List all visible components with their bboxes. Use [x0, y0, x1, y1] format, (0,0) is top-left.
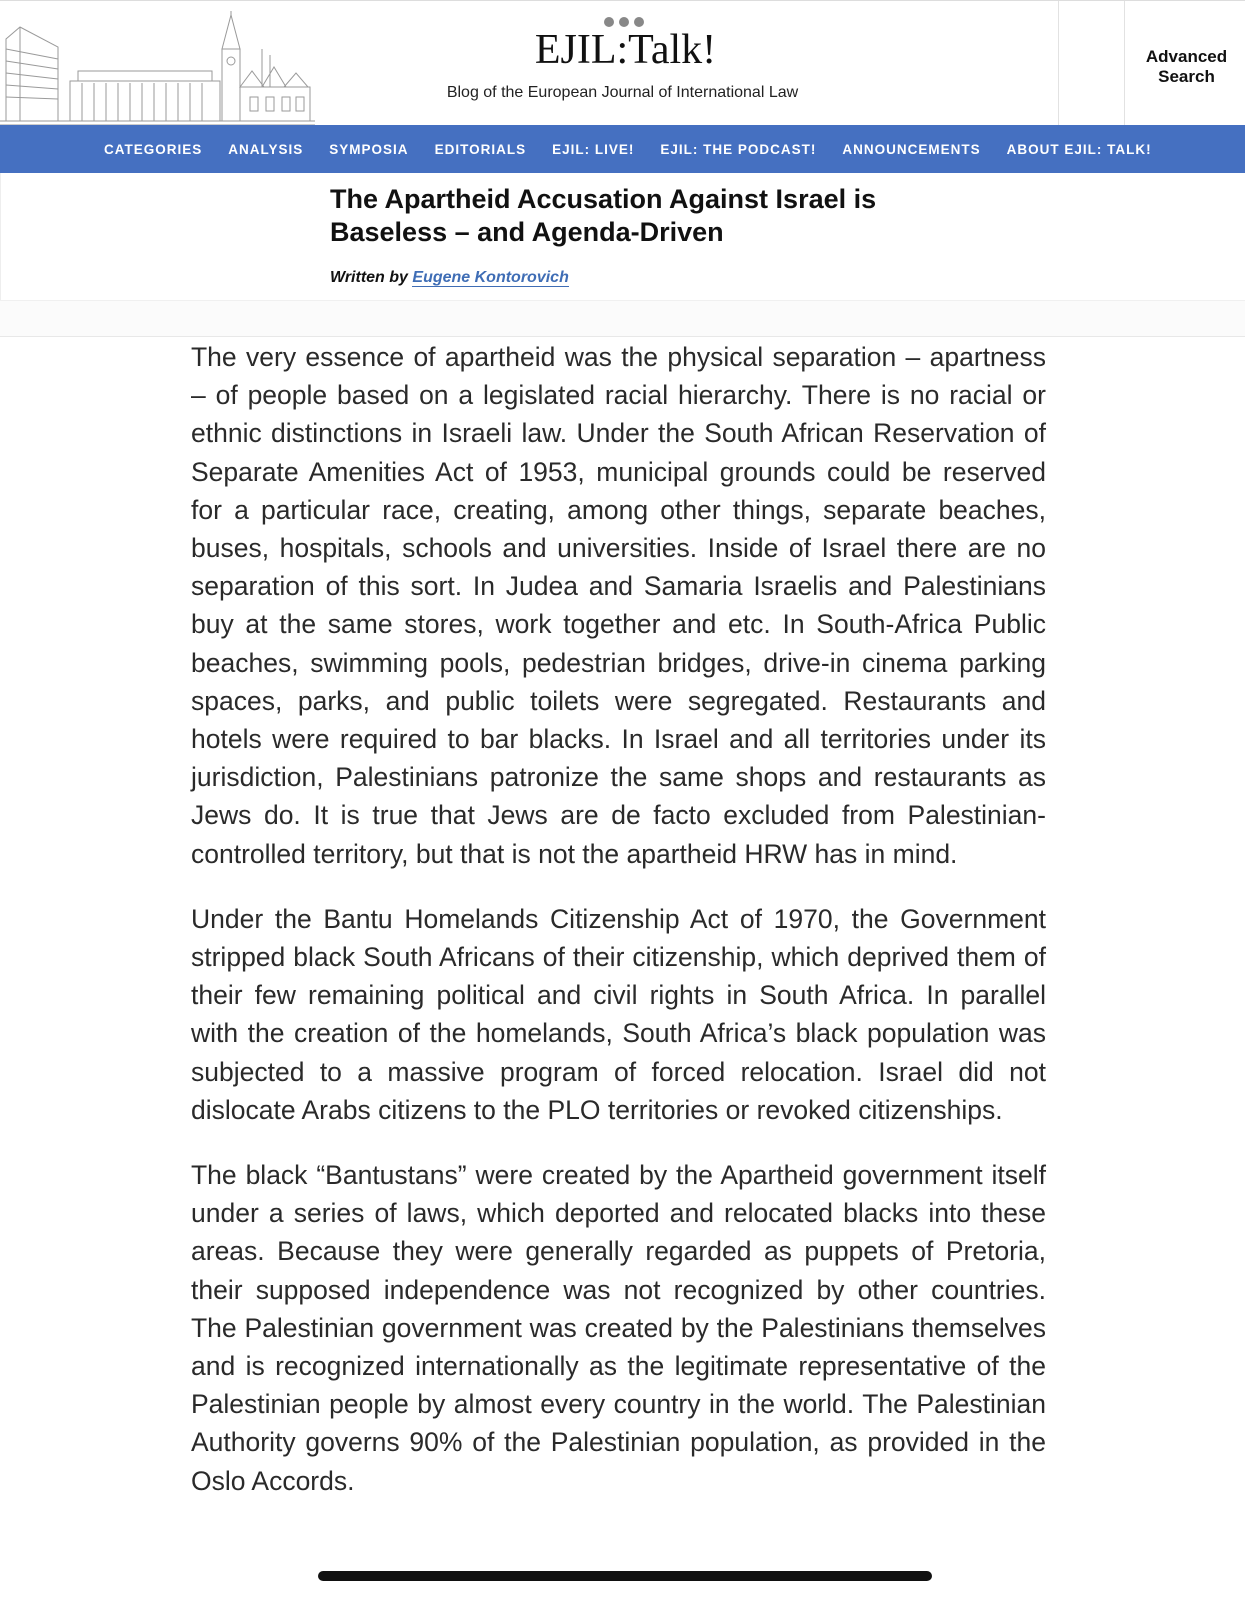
- advanced-search-link[interactable]: [1128, 47, 1245, 87]
- advanced-search-label-line2: Search: [1158, 67, 1215, 86]
- article-paragraph: The very essence of apartheid was the physical separation – apartness – of people based on a legislated racial hierarchy. There is no racial or ethnic distinctions in Israeli law. Under the South African Reservation of Separate Amenities Act of 1953, municipal grounds could be reserved for a particular race, creating, among other things, separate beaches, buses, hospitals, schools and universities. Inside of Israel there are no separation of this sort. In Judea and Samaria Israelis and Palestinians buy at the same stores, work together and etc. In South-Africa Public beaches, swimming pools, pedestrian bridges, drive-in cinema parking spaces, parks, and public toilets were segregated. Restaurants and hotels were required to bar blacks. In Israel and all territories under its jurisdiction, Palestinians patronize the same shops and restaurants as Jews do. It is true that Jews are de facto excluded from Palestinian-controlled territory, but that is not the apartheid HRW has in mind.: [191, 342, 1046, 869]
- article-body: [191, 338, 1046, 1527]
- article-header: [0, 173, 1245, 300]
- article-title: The Apartheid Accusation Against Israel is Baseless – and Agenda-Driven: [330, 184, 877, 247]
- article-byline: [330, 269, 569, 287]
- nav-item-symposia[interactable]: SYMPOSIA: [329, 141, 409, 157]
- site-header: [0, 0, 1245, 126]
- nav-item-ejil-podcast[interactable]: EJIL: THE PODCAST!: [660, 141, 817, 157]
- header-divider: [1124, 1, 1125, 126]
- article-paragraph: The black “Bantustans” were created by the Apartheid government itself under a series of laws, which deported and relocated blacks into these areas. Because they were generally regarded as puppets of Pretoria, their supposed independence was not recognized by other countries. The Palestinian government was created by the Palestinians themselves and is recognized internationally as the legitimate representative of the Palestinian people by almost every country in the world. The Palestinian Authority governs 90% of the Palestinian population, as provided in the Oslo Accords.: [191, 1160, 1046, 1496]
- author-link[interactable]: Eugene Kontorovich: [412, 269, 569, 286]
- site-logo-text[interactable]: EJIL:Talk!: [534, 27, 717, 73]
- advanced-search-label-line1: Advanced: [1145, 47, 1228, 66]
- nav-item-about[interactable]: ABOUT EJIL: TALK!: [1006, 141, 1152, 157]
- main-navigation: [0, 125, 1245, 173]
- home-indicator-bar[interactable]: [318, 1571, 932, 1581]
- nav-item-ejil-live[interactable]: EJIL: LIVE!: [552, 141, 635, 157]
- article-paragraph: Under the Bantu Homelands Citizenship Act of 1970, the Government stripped black South Africans of their citizenship, which deprived them of their few remaining political and civil rights in South Africa. In parallel with the creation of the homelands, South Africa’s black population was subjected to a massive program of forced relocation. Israel did not dislocate Arabs citizens to the PLO territories or revoked citizenships.: [191, 903, 1046, 1125]
- nav-item-analysis[interactable]: ANALYSIS: [228, 141, 304, 157]
- content-separator: [0, 300, 1245, 337]
- site-subtitle: Blog of the European Journal of International Law: [446, 84, 799, 101]
- nav-item-announcements[interactable]: ANNOUNCEMENTS: [842, 141, 981, 157]
- header-divider: [1058, 1, 1059, 126]
- nav-item-categories[interactable]: CATEGORIES: [104, 141, 203, 157]
- nav-item-editorials[interactable]: EDITORIALS: [434, 141, 527, 157]
- byline-prefix: Written by: [330, 269, 408, 286]
